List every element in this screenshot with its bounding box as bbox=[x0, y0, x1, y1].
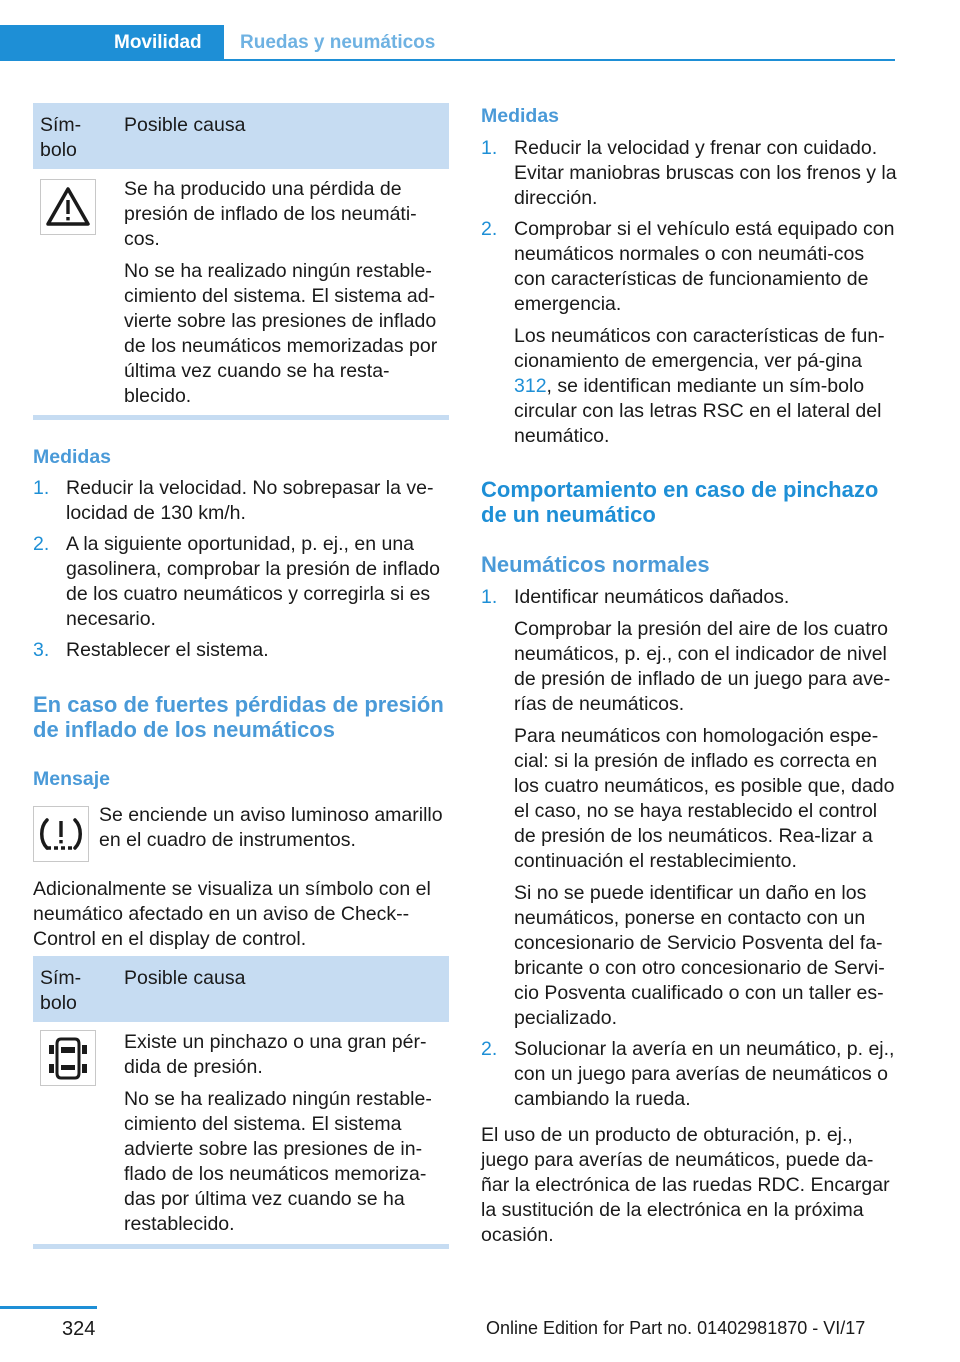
list-item bbox=[33, 532, 449, 632]
tire-pressure-warning-icon bbox=[33, 806, 89, 862]
page-number: 324 bbox=[62, 1318, 96, 1340]
column-header-cause: Posible causa bbox=[124, 967, 246, 989]
step-text: Si no se puede identificar un daño en los neumáticos, ponerse en contacto con un concesionario de Servicio Posventa del fa-bricante o con otro concesionario de Servi-cio Posventa cualificado o con un taller es-pecializado. bbox=[514, 882, 885, 1029]
step-text: Para neumáticos con homologación espe-cial: si la presión de inflado es correcta en los cuatro neumáticos, es posible que, dado el caso, no se haya restablecido el control de presión de los neumáticos. Rea-lizar a continuación el restablecimiento. bbox=[514, 725, 895, 872]
list-item bbox=[33, 638, 449, 663]
list-item bbox=[481, 1037, 897, 1112]
step-text: Reducir la velocidad y frenar con cuidado. Evitar maniobras bruscas con los frenos y la dirección. bbox=[514, 137, 897, 209]
column-header-symbol: Sím- bolo bbox=[40, 114, 82, 161]
page-header bbox=[0, 25, 895, 61]
page-link[interactable]: 312 bbox=[514, 375, 547, 397]
medidas-heading: Medidas bbox=[481, 105, 560, 127]
symbol-table-2 bbox=[33, 956, 449, 1242]
text-fragment: , se identifican mediante un sím-bolo circular con las letras RSC en el lateral del neumático. bbox=[514, 375, 882, 447]
list-item bbox=[33, 476, 449, 526]
tire-steps-list bbox=[481, 585, 897, 1118]
edition-text: Online Edition for Part no. 01402981870 - VI/17 bbox=[486, 1318, 866, 1338]
list-item bbox=[481, 217, 897, 449]
step-number: 2. bbox=[481, 1038, 498, 1060]
warning-triangle-icon bbox=[40, 179, 96, 235]
symbol-table-1 bbox=[33, 103, 449, 409]
cause-cell bbox=[124, 177, 444, 416]
cause-text: No se ha realizado ningún restable-cimiento del sistema. El sistema ad-vierte sobre las presiones de inflado de los neumáticos memorizadas por última vez cuando se ha resta-blecido. bbox=[124, 260, 438, 407]
step-number: 1. bbox=[481, 137, 498, 159]
paragraph: Adicionalmente se visualiza un símbolo con el neumático afectado en un aviso de Check--Control en el display de control. bbox=[33, 878, 431, 950]
step-text bbox=[514, 324, 897, 449]
tab-ruedas-neumaticos[interactable]: Ruedas y neumáticos bbox=[240, 32, 436, 53]
table-row bbox=[33, 1022, 449, 1242]
car-tire-position-icon bbox=[40, 1030, 96, 1086]
sub-heading: Neumáticos normales bbox=[481, 552, 710, 577]
step-number: 2. bbox=[33, 533, 50, 555]
table-footer-rule bbox=[33, 415, 449, 420]
cause-text: No se ha realizado ningún restable-cimiento del sistema. El sistema advierte sobre las presiones de in-flado de los neumáticos memoriza-das por última vez cuando se ha restablecido. bbox=[124, 1088, 432, 1235]
list-item bbox=[481, 585, 897, 1031]
step-text: Reducir la velocidad. No sobrepasar la ve-locidad de 130 km/h. bbox=[66, 477, 434, 524]
mensaje-heading: Mensaje bbox=[33, 768, 110, 790]
table-footer-rule bbox=[33, 1244, 449, 1249]
section-heading: En caso de fuertes pérdidas de presión de inflado de los neumáticos bbox=[33, 692, 444, 742]
step-text: A la siguiente oportunidad, p. ej., en una gasolinera, comprobar la presión de inflado de los cuatro neumáticos y corregirla si es necesario. bbox=[66, 533, 440, 630]
step-text: Comprobar la presión del aire de los cuatro neumáticos, p. ej., con el indicador de nivel de presión de inflado de un juego para ave-rías de neumáticos. bbox=[514, 618, 891, 715]
header-rule bbox=[224, 59, 895, 61]
step-number: 1. bbox=[33, 477, 50, 499]
step-number: 2. bbox=[481, 218, 498, 240]
medidas-heading: Medidas bbox=[33, 446, 112, 468]
footer-rule bbox=[0, 1306, 97, 1309]
step-number: 1. bbox=[481, 586, 498, 608]
column-header-cause: Posible causa bbox=[124, 114, 246, 136]
table-row bbox=[33, 169, 449, 409]
text-fragment: Los neumáticos con características de fun-cionamiento de emergencia, ver pá-gina bbox=[514, 325, 885, 372]
paragraph: El uso de un producto de obturación, p. ej., juego para averías de neumáticos, puede da-ñar la electrónica de las ruedas RDC. Encargar la sustitución de la electrónica en la próxima ocasión. bbox=[481, 1124, 890, 1246]
cause-cell bbox=[124, 1030, 444, 1244]
section-heading: Comportamiento en caso de pinchazo de un neumático bbox=[481, 477, 879, 527]
step-text: Identificar neumáticos dañados. bbox=[514, 586, 790, 608]
step-text: Solucionar la avería en un neumático, p. ej., con un juego para averías de neumáticos o cambiando la rueda. bbox=[514, 1038, 895, 1110]
column-header-symbol: Sím- bolo bbox=[40, 967, 82, 1014]
cause-text: Se ha producido una pérdida de presión de inflado de los neumáti-cos. bbox=[124, 178, 417, 250]
medidas-list bbox=[33, 476, 449, 669]
tab-movilidad[interactable]: Movilidad bbox=[0, 25, 224, 61]
step-number: 3. bbox=[33, 639, 50, 661]
medidas-list bbox=[481, 136, 897, 455]
mensaje-text: Se enciende un aviso luminoso amarillo en el cuadro de instrumentos. bbox=[99, 804, 443, 851]
table-header bbox=[33, 956, 449, 1022]
table-header bbox=[33, 103, 449, 169]
step-text: Restablecer el sistema. bbox=[66, 639, 269, 661]
list-item bbox=[481, 136, 897, 211]
cause-text: Existe un pinchazo o una gran pér-dida de presión. bbox=[124, 1031, 427, 1078]
step-text: Comprobar si el vehículo está equipado con neumáticos normales o con neumáti-cos con características de funcionamiento de emergencia. bbox=[514, 218, 895, 315]
